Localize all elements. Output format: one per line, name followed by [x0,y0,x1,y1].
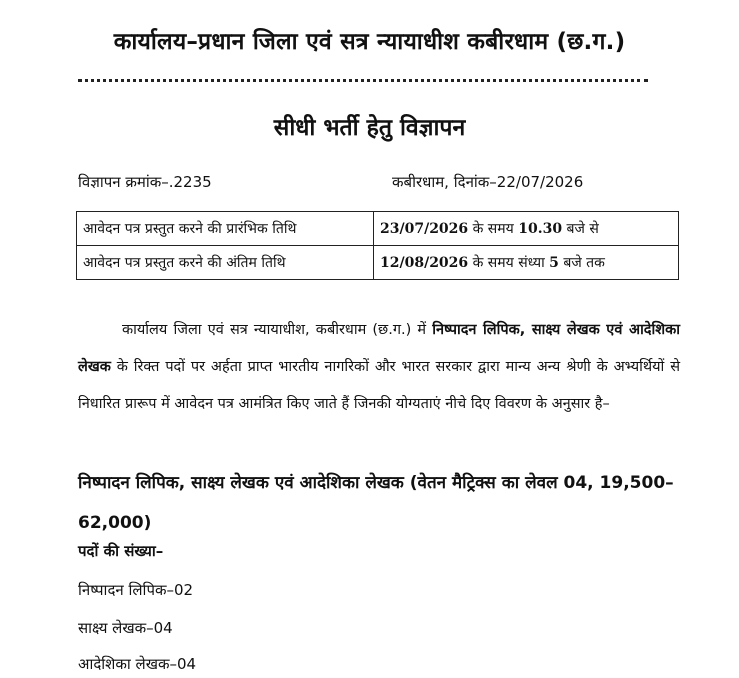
paragraph-posts-bold: निष्पादन लिपिक, साक्ष्य लेखक एवं आदेशिका लेखक [78,322,680,375]
vacancy-item: आदेशिका लेखक–04 [78,655,197,673]
advertisement-number: विज्ञापन क्रमांक–.2235 [78,173,212,191]
table-row [77,212,679,246]
end-time-prefix: के समय संध्या [468,255,550,271]
posts-pay-heading: निष्पादन लिपिक, साक्ष्य लेखक एवं आदेशिका लेखक (वेतन मैट्रिक्स का लेवल 04, 19,500–62,000) [78,473,674,533]
application-dates-table [76,211,679,280]
intro-paragraph [78,312,680,423]
office-title: कार्यालय–प्रधान जिला एवं सत्र न्यायाधीश कबीरधाम (छ.ग.) [113,29,626,55]
advertisement-heading: सीधी भर्ती हेतु विज्ञापन [273,115,466,141]
vacancy-count-heading: पदों की संख्या– [78,542,164,560]
place-date: कबीरधाम, दिनांक–22/07/2026 [392,173,584,191]
start-time-suffix: बजे से [562,221,599,237]
paragraph-part1: कार्यालय जिला एवं सत्र न्यायाधीश, कबीरधाम (छ.ग.) में [122,322,433,338]
dotted-divider [78,79,648,82]
start-time-prefix: के समय [468,221,519,237]
start-time: 10.30 [518,221,563,237]
end-date: 12/08/2026 [380,255,469,271]
end-date-value [374,246,679,280]
vacancy-item: निष्पादन लिपिक–02 [78,581,194,599]
end-time-suffix: बजे तक [558,255,605,271]
end-date-label: आवेदन पत्र प्रस्तुत करने की अंतिम तिथि [77,246,374,280]
end-time: 5 [549,255,559,271]
start-date-label: आवेदन पत्र प्रस्तुत करने की प्रारंभिक तिथि [77,212,374,246]
start-date-value [374,212,679,246]
start-date: 23/07/2026 [380,221,469,237]
paragraph-part2: के रिक्त पदों पर अर्हता प्राप्त भारतीय नागरिकों और भारत सरकार द्वारा मान्य अन्य श्रेणी के अभ्यर्थियों से निधारित प्रारूप में आवेदन पत्र आमंत्रित किए जाते हैं जिनकी योग्यताएं नीचे दिए विवरण के अनुसार है– [78,359,680,412]
table-row [77,246,679,280]
vacancy-item: साक्ष्य लेखक–04 [78,619,173,637]
